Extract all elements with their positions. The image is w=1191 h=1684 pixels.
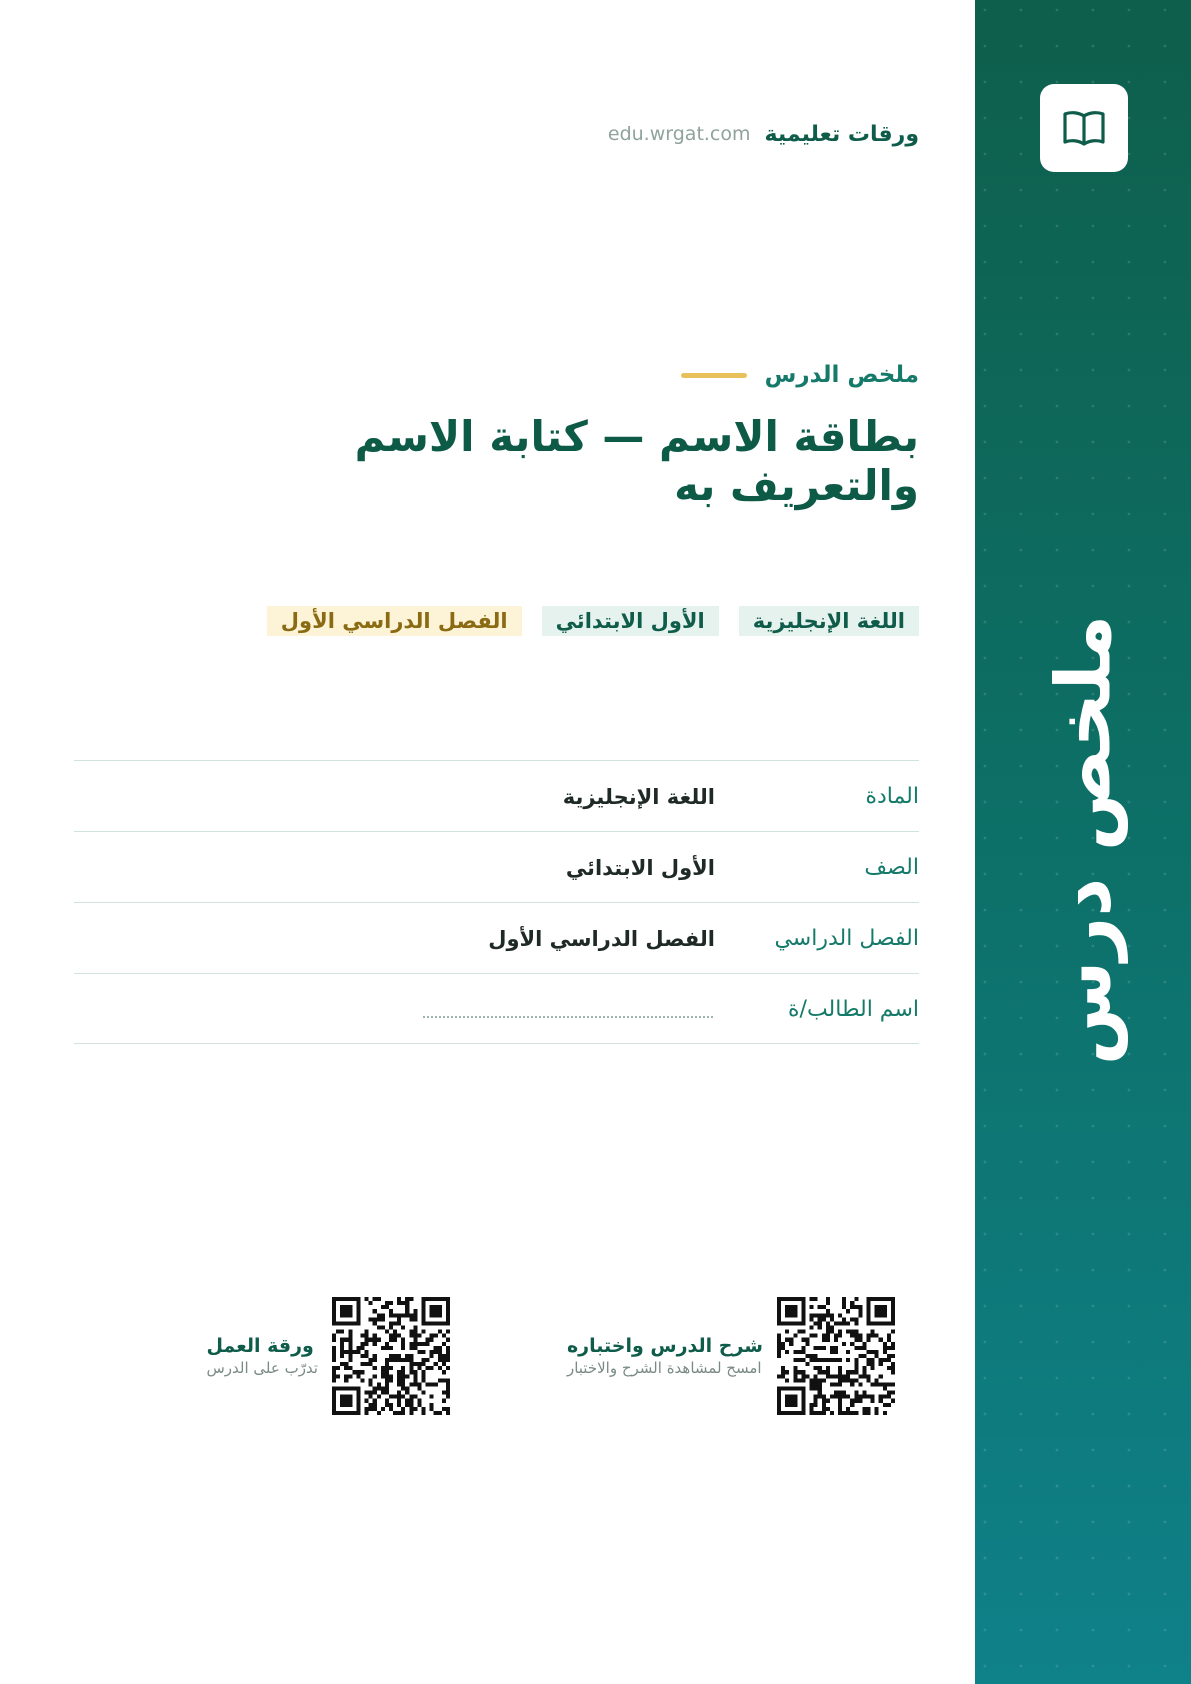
info-value: الأول الابتدائي (565, 855, 715, 880)
info-row-subject (74, 760, 919, 831)
qr-code[interactable] (777, 1294, 895, 1418)
info-label: اسم الطالب/ة (788, 997, 919, 1022)
logo-badge (1040, 84, 1128, 172)
info-label: الصف (864, 855, 919, 880)
qr-group-worksheet (206, 1294, 450, 1418)
eyebrow-accent-line (681, 373, 747, 378)
qr-subtitle: تدرّب على الدرس (206, 1359, 318, 1377)
qr-code[interactable] (332, 1294, 450, 1418)
header (608, 118, 919, 150)
info-value: اللغة الإنجليزية (562, 784, 715, 809)
student-name-blank[interactable] (423, 1016, 713, 1018)
info-row-term (74, 902, 919, 973)
brand-url[interactable]: edu.wrgat.com (607, 123, 751, 145)
qr-title: شرح الدرس واختباره (566, 1335, 763, 1357)
side-band (975, 0, 1191, 1684)
info-label: الفصل الدراسي (774, 926, 919, 951)
lesson-eyebrow (681, 362, 919, 388)
lesson-title: بطاقة الاسم — كتابة الاسم والتعريف به (354, 412, 919, 510)
info-row-grade (74, 831, 919, 902)
info-value: الفصل الدراسي الأول (488, 926, 715, 951)
qr-subtitle: امسح لمشاهدة الشرح والاختبار (566, 1359, 762, 1377)
qr-title: ورقة العمل (206, 1335, 314, 1357)
open-book-icon (1061, 108, 1107, 148)
qr-group-lesson (567, 1294, 895, 1418)
tag-term: الفصل الدراسي الأول (267, 606, 522, 636)
qr-caption (206, 1335, 318, 1377)
side-band-title: ملخص درس (1038, 614, 1128, 1066)
brand-name: ورقات تعليمية (764, 121, 919, 147)
eyebrow-text: ملخص الدرس (764, 362, 919, 388)
tag-list (267, 606, 919, 636)
tag-subject: اللغة الإنجليزية (739, 606, 919, 636)
info-row-student-name (74, 973, 919, 1044)
info-label: المادة (865, 784, 919, 809)
tag-grade: الأول الابتدائي (542, 606, 719, 636)
qr-caption (567, 1335, 763, 1377)
info-table (74, 760, 919, 1044)
